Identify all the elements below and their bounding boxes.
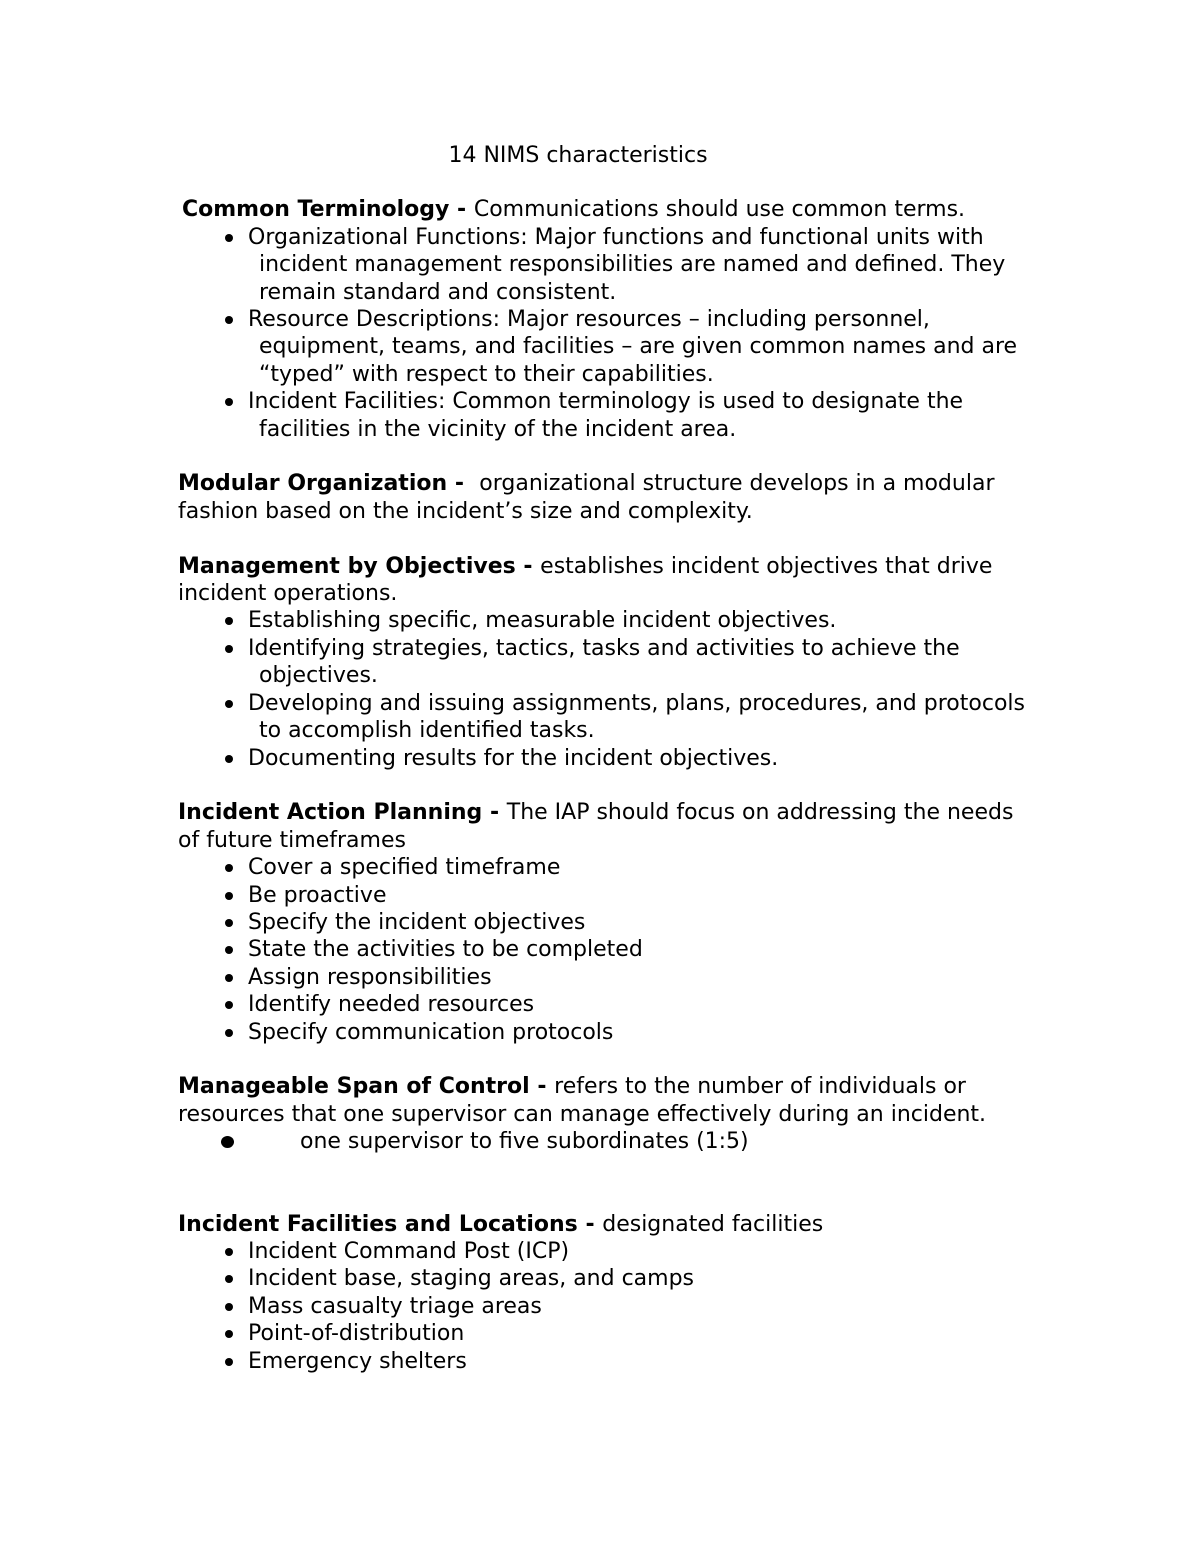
bullet-list [178, 607, 1038, 771]
list-item [178, 882, 1038, 909]
bullet-list [178, 1128, 1038, 1155]
section-incident-facilities-and-locations [178, 1211, 1038, 1375]
list-item-text: Mass casualty triage areas [248, 1293, 542, 1319]
section-heading: Manageable Span of Control [178, 1074, 530, 1100]
section-heading-line [178, 799, 1038, 854]
list-item-text: Identify needed resources [248, 992, 535, 1018]
bullet-icon [225, 892, 233, 900]
bullet-icon [225, 1303, 233, 1311]
spacer [178, 1046, 1038, 1073]
list-item [178, 1293, 1038, 1320]
heading-separator: - [515, 553, 541, 579]
section-incident-action-planning [178, 799, 1038, 1046]
section-heading: Management by Objectives [178, 553, 516, 579]
spacer [178, 772, 1038, 799]
bullet-list [178, 854, 1038, 1046]
bullet-icon [225, 1275, 233, 1283]
bullet-icon [225, 398, 233, 406]
list-item [178, 1019, 1038, 1046]
section-heading: Incident Facilities and Locations [178, 1211, 578, 1237]
section-text: Communications should use common terms. [473, 197, 966, 223]
list-item-text: Incident Facilities: Common terminology is used to designate the facilities in the vicinity of the incident area. [248, 389, 964, 442]
list-item [178, 635, 1038, 690]
section-text: The IAP should focus on addressing the needs of future timeframes [178, 800, 1014, 853]
list-item-text: Specify the incident objectives [248, 909, 586, 935]
bullet-icon [225, 645, 233, 653]
list-item-text: Identifying strategies, tactics, tasks and activities to achieve the objectives. [248, 635, 960, 689]
list-item [178, 909, 1038, 936]
document-title: 14 NIMS characteristics [448, 143, 708, 168]
section-text: establishes incident objectives that drive incident operations. [178, 553, 993, 607]
bullet-icon [225, 617, 233, 625]
bullet-icon [225, 864, 233, 872]
list-item [178, 745, 1038, 772]
list-item [178, 607, 1038, 634]
document-body [178, 142, 1038, 1375]
list-item-text: Specify communication protocols [248, 1019, 614, 1045]
section-common-terminology [178, 196, 1038, 443]
section-text: organizational structure develops in a modular fashion based on the incident’s size and complexity. [178, 471, 995, 524]
list-item [178, 964, 1038, 991]
list-item [178, 1265, 1038, 1292]
list-item-text: Incident base, staging areas, and camps [248, 1266, 695, 1292]
spacer [178, 1156, 1038, 1211]
bullet-icon [225, 1029, 233, 1037]
bullet-icon [225, 700, 233, 708]
section-heading-line [178, 1211, 1038, 1238]
list-item [178, 1128, 1038, 1155]
list-item [178, 224, 1038, 306]
section-text: designated facilities [602, 1211, 824, 1237]
heading-separator: - [447, 471, 480, 497]
bullet-icon [225, 1248, 233, 1256]
list-item [178, 1320, 1038, 1347]
bullet-list [178, 224, 1038, 443]
section-management-by-objectives [178, 553, 1038, 772]
list-item [178, 854, 1038, 881]
list-item [178, 690, 1038, 745]
section-heading: Common Terminology [182, 197, 450, 223]
spacer [178, 443, 1038, 470]
spacer [178, 525, 1038, 552]
list-item-text: Incident Command Post (ICP) [248, 1238, 570, 1264]
section-heading: Incident Action Planning [178, 800, 483, 826]
list-item [178, 388, 1038, 443]
section-heading-line [178, 470, 1038, 525]
list-item-text: Emergency shelters [248, 1348, 467, 1374]
section-heading: Modular Organization [178, 471, 448, 497]
bullet-icon [225, 755, 233, 763]
section-heading-line [178, 553, 1038, 608]
list-item [178, 1238, 1038, 1265]
list-item-text: Cover a specified timeframe [248, 855, 561, 881]
bullet-list [178, 1238, 1038, 1375]
bullet-icon [225, 1358, 233, 1366]
section-modular-organization [178, 470, 1038, 525]
list-item-text: one supervisor to five subordinates (1:5) [300, 1129, 749, 1155]
bullet-icon [221, 1136, 234, 1148]
bullet-icon [225, 1001, 233, 1009]
list-item-text: State the activities to be completed [248, 937, 643, 963]
bullet-icon [225, 1330, 233, 1338]
heading-separator: - [482, 800, 507, 826]
section-text: refers to the number of individuals or resources that one supervisor can manage effectively during an incident. [178, 1074, 987, 1127]
section-heading-line [178, 1073, 1038, 1128]
bullet-icon [225, 919, 233, 927]
list-item-text: Organizational Functions: Major functions and functional units with incident management responsibilities are named and defined. They remain standard and consistent. [248, 224, 1006, 305]
list-item [178, 936, 1038, 963]
list-item-text: Assign responsibilities [248, 964, 492, 990]
list-item [178, 991, 1038, 1018]
bullet-icon [225, 316, 233, 324]
bullet-icon [225, 946, 233, 954]
list-item [178, 306, 1038, 388]
list-item-text: Documenting results for the incident objectives. [248, 745, 779, 771]
section-heading-line [178, 196, 1038, 223]
heading-separator: - [577, 1211, 603, 1237]
list-item-text: Establishing specific, measurable incident objectives. [248, 608, 837, 634]
bullet-icon [225, 974, 233, 982]
list-item-text: Point-of-distribution [248, 1321, 465, 1347]
heading-separator: - [529, 1074, 555, 1100]
heading-separator: - [449, 197, 474, 223]
section-manageable-span-of-control [178, 1073, 1038, 1155]
list-item-text: Resource Descriptions: Major resources – including personnel, equipment, teams, and facilities – are given common names and are “typed” with respect to their capabilities. [248, 307, 1018, 387]
list-item-text: Be proactive [248, 882, 387, 908]
list-item-text: Developing and issuing assignments, plans, procedures, and protocols to accomplish identified tasks. [248, 690, 1025, 744]
bullet-icon [225, 234, 233, 242]
list-item [178, 1348, 1038, 1375]
